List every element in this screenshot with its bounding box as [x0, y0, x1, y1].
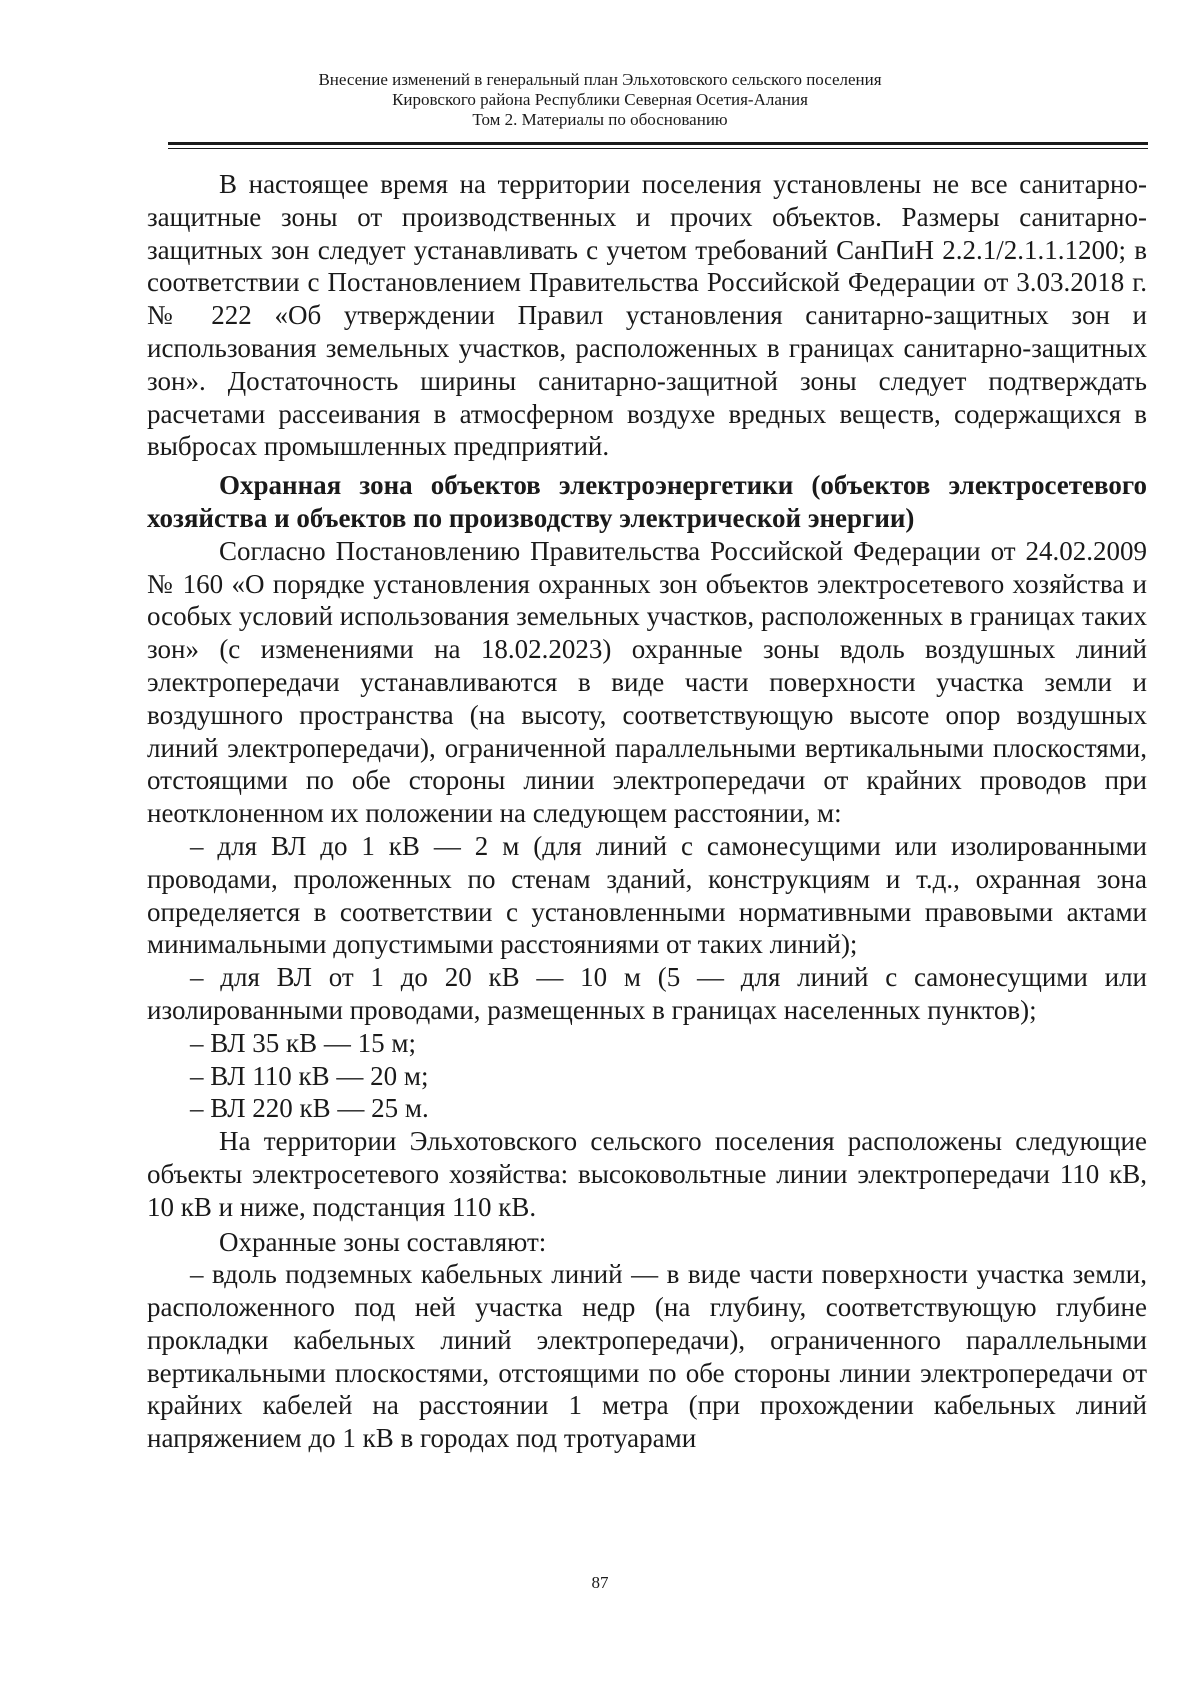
- header-line-3: Том 2. Материалы по обоснованию: [472, 110, 728, 129]
- paragraph-regulation: Согласно Постановлению Правительства Российской Федерации от 24.02.2009 № 160 «О порядке установления охранных зон объектов электросетевого хозяйства и особых условий использования земельных участков, расположенных в границах таких зон» (с изменениями на 18.02.2023) охранные зоны вдоль воздушных линий электропередачи устанавливаются в виде части поверхности участка земли и воздушного пространства (на высоту, соответствующую высоте опор воздушных линий электропередачи), ограниченной параллельными вертикальными плоскостями, отстоящими по обе стороны линии электропередачи от крайних проводов при неотклоненном их положении на следующем расстоянии, м:: [147, 535, 1147, 829]
- list-item: – ВЛ 35 кВ — 15 м;: [190, 1027, 417, 1058]
- paragraph-sanitary-zones: В настоящее время на территории поселения установлены не все санитарно-защитные зоны от производственных и прочих объектов. Размеры санитарно-защитных зон следует устанавливать с учетом требований СанПиН 2.2.1/2.1.1.1200; в соответствии с Постановлением Правительства Российской Федерации от 3.03.2018 г. № 222 «Об утверждении Правил установления санитарно-защитных зон и использования земельных участков, расположенных в границах санитарно-защитных зон». Достаточность ширины санитарно-защитной зоны следует подтверждать расчетами рассеивания в атмосферном воздухе вредных веществ, содержащихся в выбросах промышленных предприятий.: [147, 169, 1147, 462]
- header-line-1: Внесение изменений в генеральный план Эльхотовского сельского поселения: [318, 70, 882, 89]
- list-item: – для ВЛ до 1 кВ — 2 м (для линий с самонесущими или изолированными проводами, проложенных по стенам зданий, конструкциям и т.д., охранная зона определяется в соответствии с установленными нормативными правовыми актами минимальными допустимыми расстояниями от таких линий);: [147, 830, 1147, 960]
- header-line-2: Кировского района Республики Северная Осетия-Алания: [392, 90, 808, 109]
- header-divider-thin: [168, 148, 1148, 149]
- list-item: – ВЛ 110 кВ — 20 м;: [190, 1060, 429, 1091]
- section-heading: Охранная зона объектов электроэнергетики (объектов электросетевого хозяйства и объектов по производству электрической энергии): [147, 470, 1147, 533]
- document-header: [0, 70, 1200, 130]
- paragraph-territory-objects: На территории Эльхотовского сельского поселения расположены следующие объекты электросетевого хозяйства: высоковольтные линии электропередачи 110 кВ, 10 кВ и ниже, подстанция 110 кВ.: [147, 1126, 1147, 1222]
- list-item: – вдоль подземных кабельных линий — в виде части поверхности участка земли, расположенного под ней участка недр (на глубину, соответствующую глубине прокладки кабельных линий электропередачи), ограниченного параллельными вертикальными плоскостями, отстоящими по обе стороны линии электропередачи от крайних кабелей на расстоянии 1 метра (при прохождении кабельных линий напряжением до 1 кВ в городах под тротуарами: [147, 1259, 1147, 1454]
- list-item: – ВЛ 220 кВ — 25 м.: [190, 1093, 429, 1124]
- paragraph-zones-intro: Охранные зоны составляют:: [219, 1226, 547, 1257]
- page-number: 87: [591, 1573, 609, 1592]
- header-divider-thick: [168, 142, 1148, 145]
- document-body: [147, 168, 1147, 1455]
- list-item: – для ВЛ от 1 до 20 кВ — 10 м (5 — для линий с самонесущими или изолированными проводами, размещенных в границах населенных пунктов);: [147, 962, 1147, 1025]
